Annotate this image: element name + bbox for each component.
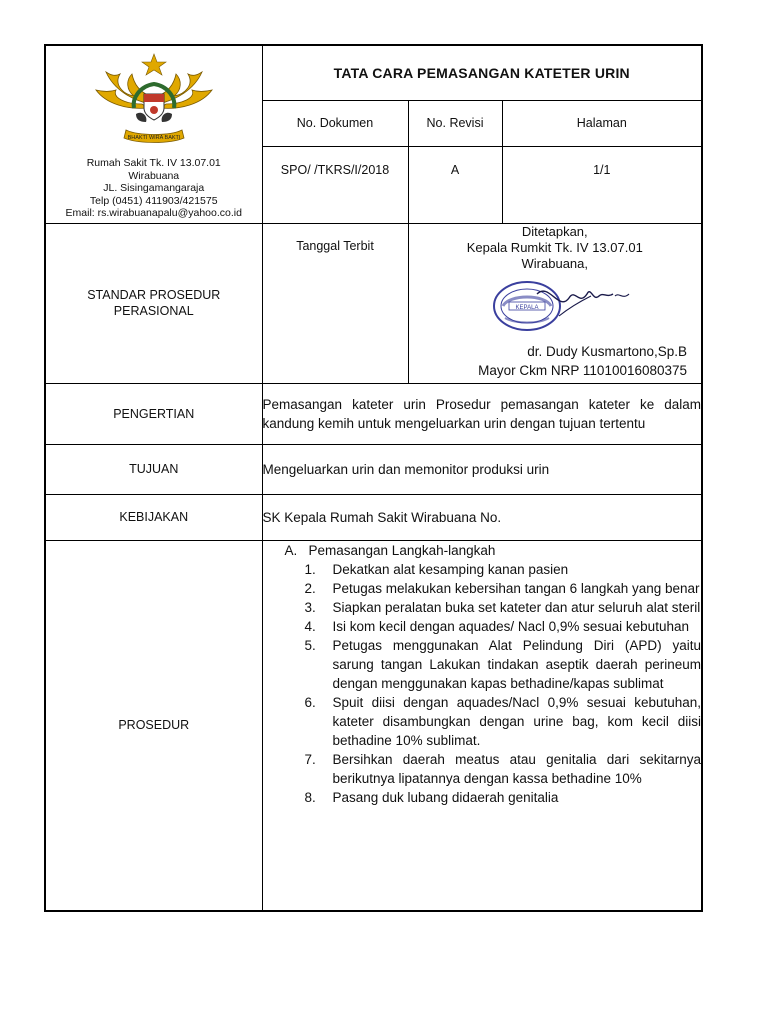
procedure-steps-list bbox=[263, 560, 702, 807]
hospital-name: Rumah Sakit Tk. IV 13.07.01 bbox=[86, 157, 221, 169]
prosedur-content bbox=[262, 540, 702, 911]
tujuan-label: TUJUAN bbox=[45, 444, 262, 494]
procedure-heading-text: Pemasangan Langkah-langkah bbox=[308, 542, 496, 558]
page-value: 1/1 bbox=[502, 146, 702, 223]
svg-text:BHAKTI WIRA BAKTI: BHAKTI WIRA BAKTI bbox=[127, 135, 181, 141]
hospital-address: JL. Sisingamangaraja bbox=[103, 182, 205, 194]
official-stamp-and-signature-icon bbox=[409, 272, 699, 338]
signer-rank: Mayor Ckm NRP 11010016080375 bbox=[478, 362, 688, 378]
step-number: 6. bbox=[304, 694, 316, 710]
hospital-city: Wirabuana bbox=[128, 169, 180, 182]
step-number: 7. bbox=[304, 751, 316, 767]
approval-line-2: Kepala Rumkit Tk. IV 13.07.01 bbox=[466, 239, 643, 255]
step-text: Spuit diisi dengan aquades/Nacl 0,9% sesuai kebutuhan, kateter disambungkan dengan urine bag, kom kecil diisi bethadine 10% sublimat. bbox=[332, 694, 702, 748]
prosedur-label: PROSEDUR bbox=[45, 540, 262, 911]
stamp-signature-area bbox=[409, 272, 702, 338]
signer-name: dr. Dudy Kusmartono,Sp.B bbox=[527, 343, 688, 359]
svg-text:KEPALA: KEPALA bbox=[515, 304, 538, 311]
step-number: 3. bbox=[304, 599, 316, 615]
list-item bbox=[305, 636, 702, 693]
hospital-phone: Telp (0451) 411903/421575 bbox=[89, 194, 218, 207]
step-number: 4. bbox=[304, 618, 316, 634]
procedure-heading bbox=[263, 541, 702, 560]
tujuan-text: Mengeluarkan urin dan memonitor produksi urin bbox=[262, 444, 702, 494]
pengertian-label: PENGERTIAN bbox=[45, 383, 262, 444]
step-text: Petugas melakukan kebersihan tangan 6 langkah yang benar bbox=[332, 580, 700, 596]
issue-date-label: Tanggal Terbit bbox=[262, 223, 408, 383]
hospital-identity bbox=[45, 45, 262, 223]
step-text: Siapkan peralatan buka set kateter dan atur seluruh alat steril bbox=[332, 599, 701, 615]
step-number: 2. bbox=[304, 580, 316, 596]
pengertian-text: Pemasangan kateter urin Prosedur pemasangan kateter ke dalam kandung kemih untuk mengeluarkan urin dengan tujuan tertentu bbox=[262, 383, 702, 444]
spo-table bbox=[44, 44, 703, 912]
approval-line-1: Ditetapkan, bbox=[521, 223, 588, 239]
hospital-email: Email: rs.wirabuanapalu@yahoo.co.id bbox=[65, 207, 242, 219]
page-header: Halaman bbox=[502, 100, 702, 146]
step-text: Bersihkan daerah meatus atau genitalia dari sekitarnya berikutnya lipatannya dengan kassa bethadine 10% bbox=[332, 751, 702, 786]
procedure-heading-letter: A. bbox=[284, 542, 298, 558]
step-text: Dekatkan alat kesamping kanan pasien bbox=[332, 561, 569, 577]
revision-value: A bbox=[408, 146, 502, 223]
approval-line-3: Wirabuana, bbox=[521, 255, 588, 271]
step-text: Isi kom kecil dengan aquades/ Nacl 0,9% sesuai kebutuhan bbox=[332, 618, 689, 634]
doc-number-header: No. Dokumen bbox=[262, 100, 408, 146]
list-item bbox=[305, 560, 702, 579]
step-text: Petugas menggunakan Alat Pelindung Diri (APD) yaitu sarung tangan Lakukan tindakan aseptik daerah perineum dengan menggunakan kapas bethadine/kapas sublimat bbox=[332, 637, 702, 691]
step-number: 8. bbox=[304, 789, 316, 805]
doc-number-value: SPO/ /TKRS/I/2018 bbox=[262, 146, 408, 223]
garuda-emblem-icon bbox=[92, 50, 216, 146]
spo-document bbox=[44, 44, 701, 914]
category-text: STANDAR PROSEDUR PERASIONAL bbox=[87, 288, 221, 318]
list-item bbox=[305, 788, 702, 807]
kebijakan-label: KEBIJAKAN bbox=[45, 494, 262, 540]
revision-header: No. Revisi bbox=[408, 100, 502, 146]
step-number: 1. bbox=[304, 561, 316, 577]
hospital-emblem bbox=[46, 46, 262, 151]
step-text: Pasang duk lubang didaerah genitalia bbox=[332, 789, 559, 805]
approval-block bbox=[408, 223, 702, 383]
list-item bbox=[305, 750, 702, 788]
list-item bbox=[305, 579, 702, 598]
list-item bbox=[305, 598, 702, 617]
document-title: TATA CARA PEMASANGAN KATETER URIN bbox=[262, 45, 702, 100]
document-category bbox=[45, 223, 262, 383]
list-item bbox=[305, 617, 702, 636]
step-number: 5. bbox=[304, 637, 316, 653]
list-item bbox=[305, 693, 702, 750]
hospital-address-block bbox=[46, 151, 262, 220]
kebijakan-text: SK Kepala Rumah Sakit Wirabuana No. bbox=[262, 494, 702, 540]
